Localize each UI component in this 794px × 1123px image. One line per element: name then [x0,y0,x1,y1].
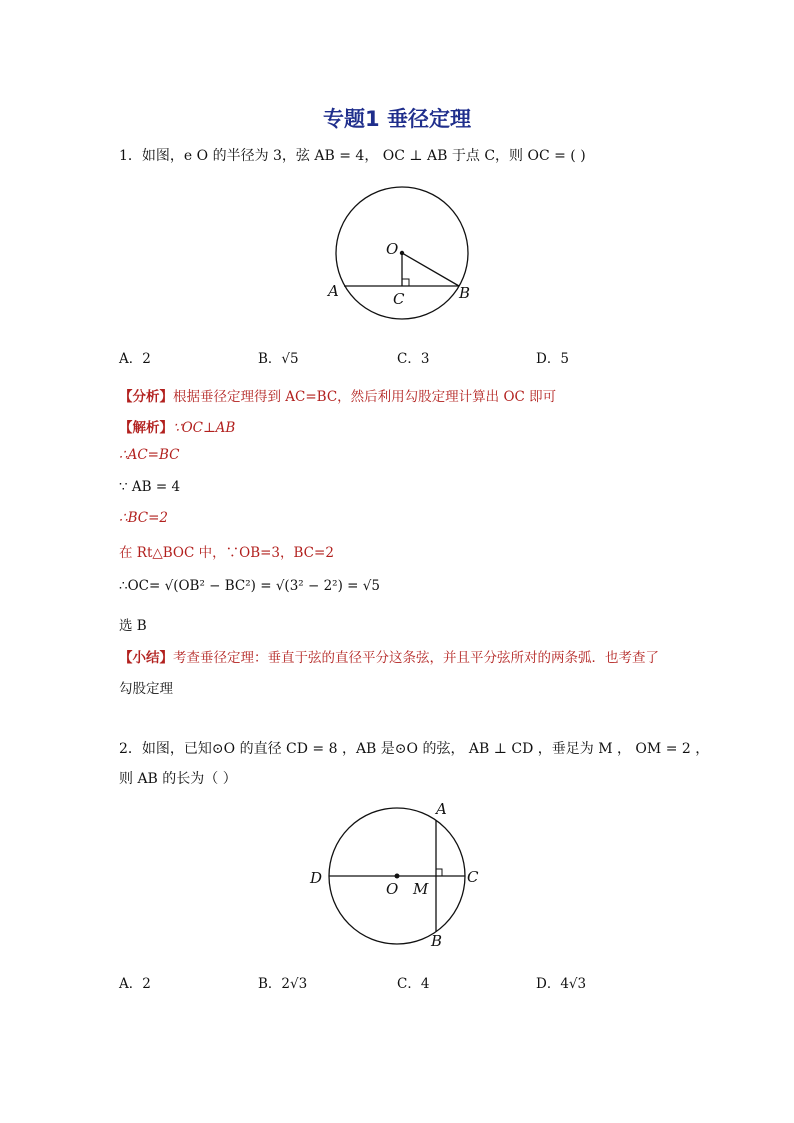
q2-label-m: M [413,880,429,898]
q1-figure [320,185,480,325]
q2-option-d: D．4√3 [536,976,587,992]
q1-right-angle-mark [402,279,409,286]
solution-line-5: 在 Rt△BOC 中，∵OB=3，BC=2 [119,545,334,561]
q1-segment-ob [402,253,459,286]
q1-label-a: A [328,282,339,300]
solution-tag: 【解析】 [119,420,173,436]
q2-label-d: D [310,869,323,887]
q2-option-a: A．2 [119,976,151,992]
solution-line-7: 选 B [119,618,147,634]
q1-option-c: C．3 [397,351,430,367]
q2-label-o: O [386,880,399,898]
analysis-text: 根据垂径定理得到 AC=BC，然后利用勾股定理计算出 OC 即可 [173,389,557,405]
analysis-tag: 【分析】 [119,389,173,405]
summary-tag: 【小结】 [119,650,173,666]
summary-text-1: 考查垂径定理：垂直于弦的直径平分这条弦，并且平分弦所对的两条弧．也考查了 [173,650,659,666]
q2-label-a: A [436,800,447,818]
q1-solution-head [119,416,235,436]
q1-label-b: B [459,284,471,302]
q2-right-angle-mark [436,869,442,876]
solution-line-1: ∵OC⊥AB [173,420,236,436]
q1-analysis [119,385,556,405]
q1-label-c: C [393,290,405,308]
q2-option-c: C．4 [397,976,430,992]
q2-label-b: B [431,932,443,950]
q1-option-b: B．√5 [258,351,299,367]
page-title: 专题1 垂径定理 [323,107,471,131]
summary-text-2: 勾股定理 [119,681,173,697]
q2-stem-2: 则 AB 的长为（ ） [119,771,237,787]
q1-option-a: A．2 [119,351,151,367]
solution-line-3: ∵ AB = 4 [119,479,181,495]
q2-label-c: C [467,868,479,886]
q1-center-dot [400,251,404,255]
solution-line-4: ∴BC=2 [119,510,168,526]
q1-label-o: O [386,240,399,258]
q2-center-dot [395,874,400,879]
q1-summary [119,646,659,666]
q2-figure [305,798,495,953]
q2-option-b: B．2√3 [258,976,308,992]
q2-stem-1: 2．如图，已知⊙O 的直径 CD = 8 ，AB 是⊙O 的弦， AB ⊥ CD ，垂足为 M ， OM = 2 ， [119,741,710,757]
solution-line-6: ∴OC= √(OB² − BC²) = √(3² − 2²) = √5 [119,578,380,594]
q1-option-d: D．5 [536,351,569,367]
solution-line-2: ∴AC=BC [119,447,180,463]
q1-stem: 1．如图，e O 的半径为 3，弦 AB = 4， OC ⊥ AB 于点 C，则 OC = ( ) [119,148,586,164]
